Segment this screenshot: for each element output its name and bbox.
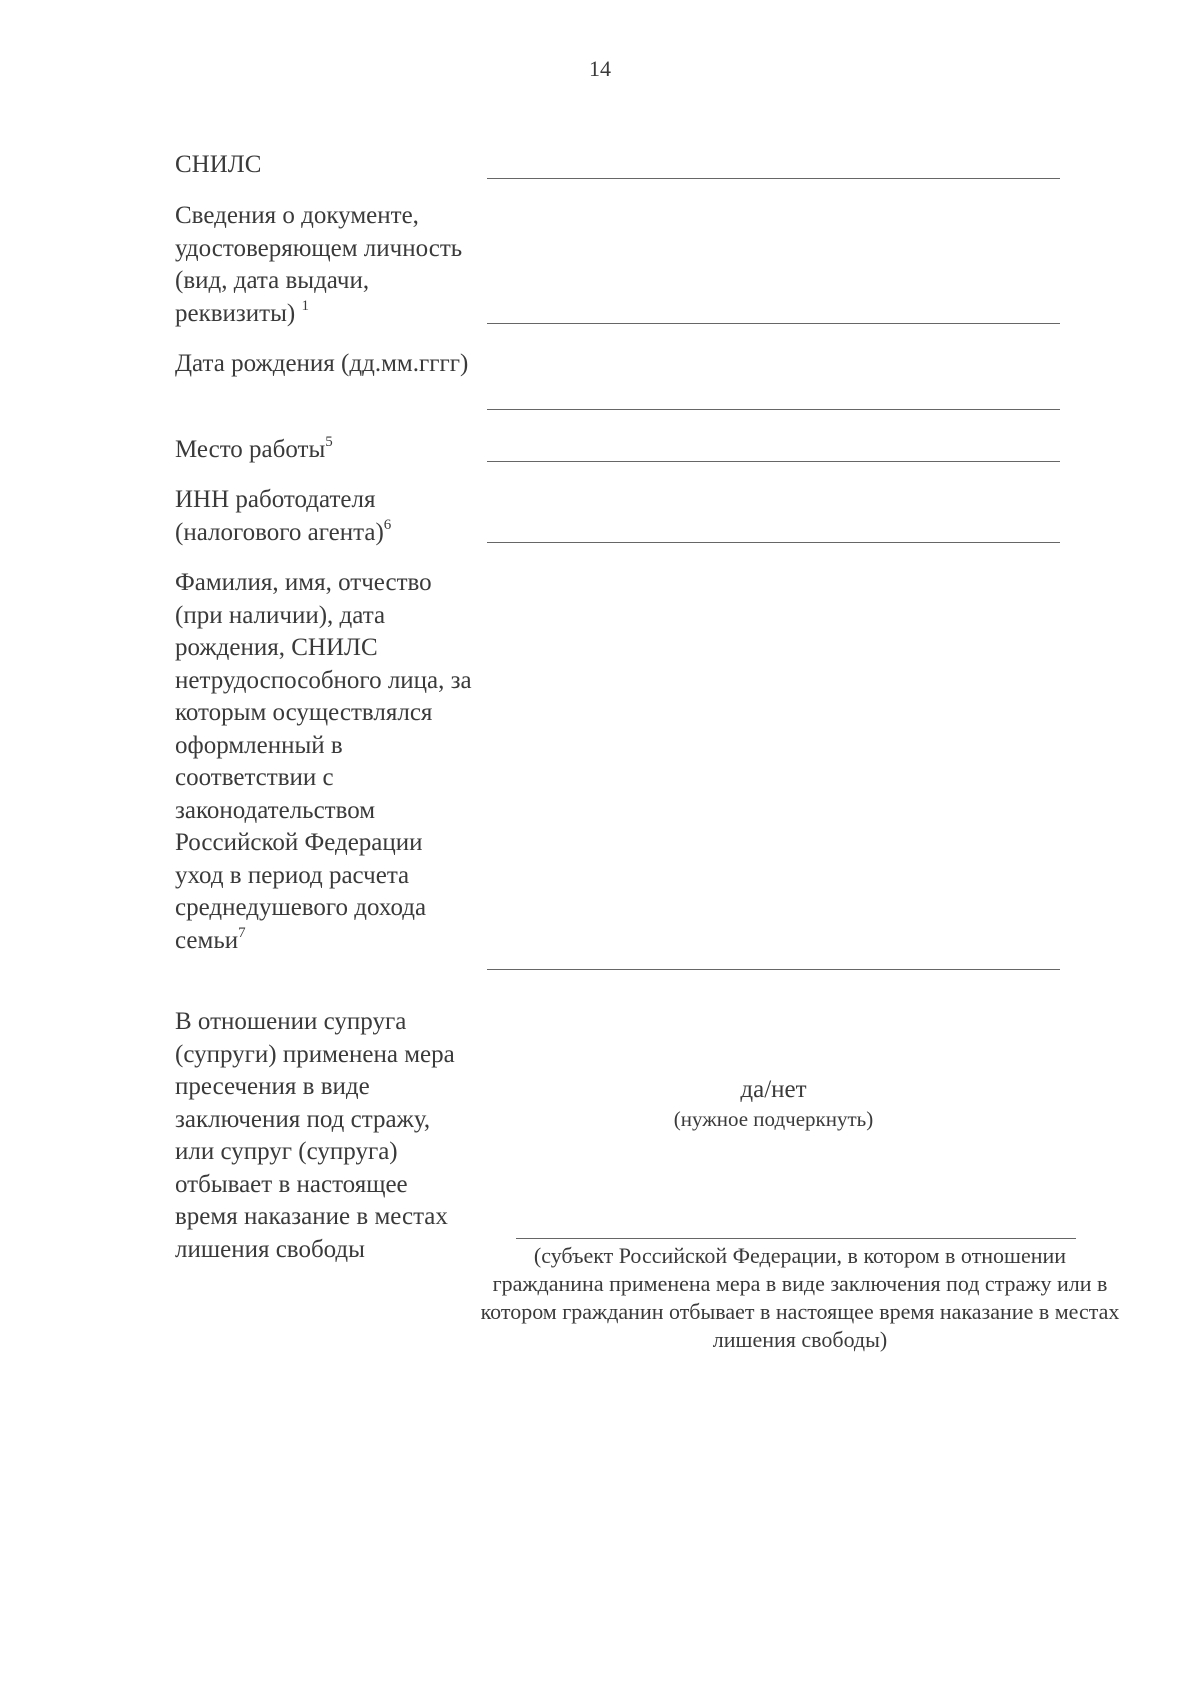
- employer-inn-field[interactable]: [487, 542, 1060, 543]
- workplace-label: Место работы$^5$: [175, 434, 333, 463]
- care-person-field[interactable]: [487, 969, 1060, 970]
- birth-date-field[interactable]: [487, 409, 1060, 410]
- yes-no-choice[interactable]: да/нет: [740, 1076, 807, 1103]
- workplace-field[interactable]: [487, 461, 1060, 462]
- employer-inn-label: ИНН работодателя (налогового агента)$^6$: [175, 486, 392, 546]
- snils-label: СНИЛС: [175, 151, 262, 178]
- underline-hint: (нужное подчеркнуть): [673, 1107, 874, 1131]
- snils-field[interactable]: [487, 178, 1060, 179]
- subject-field[interactable]: [516, 1238, 1076, 1239]
- care-person-label: Фамилия, имя, отчество (при наличии), дата рождения, СНИЛС нетрудоспособного лица, за которым осуществлялся оформленный в соответствии с законодательством Российской Федерации уход в период расчета среднедушевого дохода семьи$^7$: [175, 569, 472, 954]
- birth-date-label: Дата рождения (дд.мм.гггг): [175, 350, 469, 377]
- page-number: 14: [589, 56, 611, 81]
- id-document-label: Сведения о документе, удостоверяющем личность (вид, дата выдачи, реквизиты) $^1$: [175, 202, 463, 327]
- spouse-custody-label: В отношении супруга (супруги) применена мера пресечения в виде заключения под стражу, или супруг (супруга) отбывает в настоящее время наказание в местах лишения свободы: [175, 1008, 455, 1263]
- id-document-field[interactable]: [487, 323, 1060, 324]
- subject-caption: (субъект Российской Федерации, в котором в отношении гражданина применена мера в виде заключения под стражу или в котором гражданин отбывает в настоящее время наказание в местах лишения свободы): [480, 1243, 1120, 1352]
